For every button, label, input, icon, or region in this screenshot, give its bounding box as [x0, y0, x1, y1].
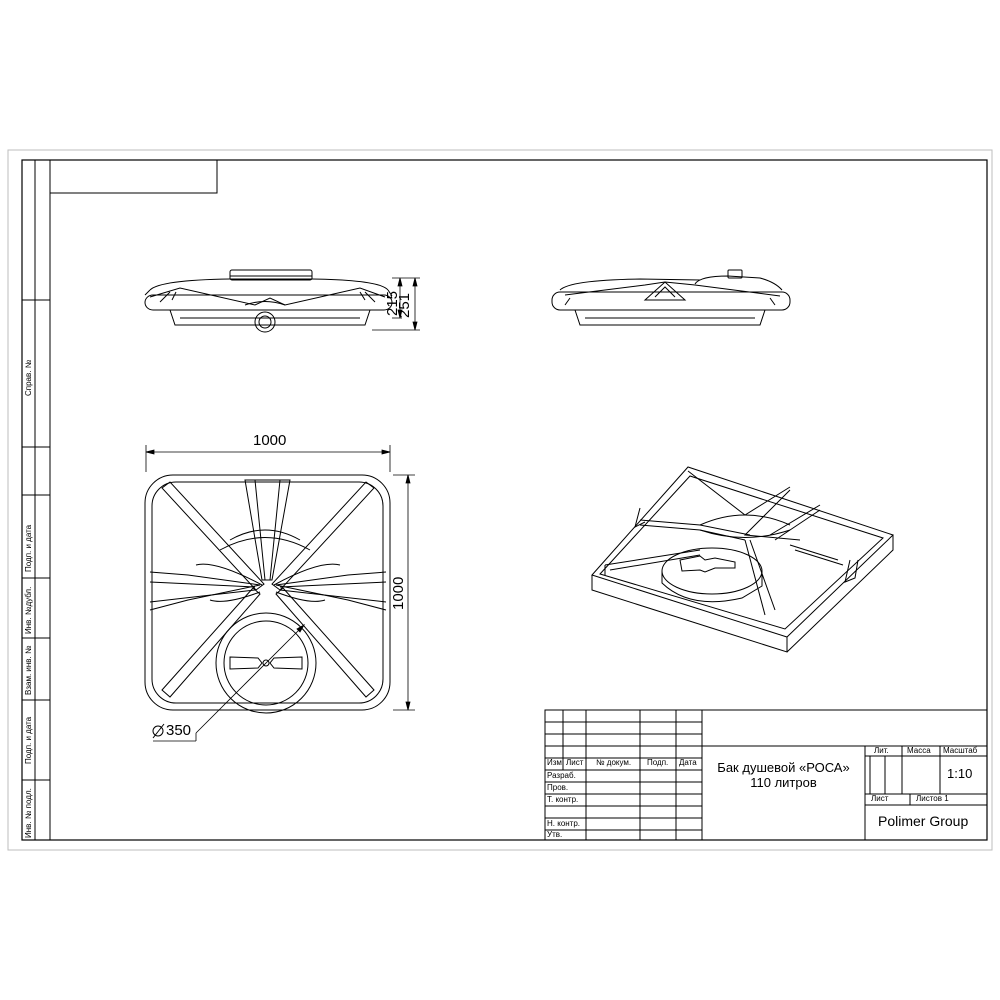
tb-header-date: Дата — [679, 758, 697, 767]
tb-scale-label: Масштаб — [943, 746, 978, 755]
diameter-symbol — [153, 724, 164, 738]
sheet-outline — [8, 150, 992, 850]
tb-header-izm: Изм. — [547, 758, 565, 767]
front-view — [145, 270, 392, 332]
strip-label-podp-2: Подп. и дата — [24, 716, 33, 764]
strip-label-inv-podl: Инв. № подл. — [24, 788, 33, 838]
dim-height-outer: 251 — [396, 292, 413, 318]
tb-header-doc: № докум. — [596, 758, 632, 767]
tb-header-list: Лист — [566, 758, 584, 767]
tb-role-approve: Утв. — [547, 830, 563, 839]
dim-depth: 1000 — [390, 576, 407, 610]
dim-hatch-diameter: 350 — [166, 722, 192, 739]
strip-label-vzam: Взам. инв. № — [24, 645, 33, 695]
strip-label-podp-1: Подп. и дата — [24, 524, 33, 572]
strip-label-sprav: Справ. № — [24, 359, 33, 396]
isometric-view — [592, 467, 893, 652]
tb-sheets-label: Листов 1 — [916, 794, 949, 803]
tb-role-check: Пров. — [547, 783, 569, 792]
strip-label-inv-dubl: Инв. №дубл. — [24, 586, 33, 634]
drawing-title — [702, 760, 865, 790]
drawing-title-line1: Бак душевой «РОСА» — [717, 760, 850, 775]
tb-header-sign: Подп. — [647, 758, 669, 767]
tb-lit-label: Лит. — [874, 746, 889, 755]
dim-height-inner: 215 — [384, 290, 401, 316]
tb-role-develop: Разраб. — [547, 771, 576, 780]
side-view — [552, 270, 790, 325]
tb-scale-value: 1:10 — [947, 766, 973, 781]
tb-mass-label: Масса — [907, 746, 931, 755]
drawing-title-line2: 110 литров — [750, 775, 817, 790]
dim-width: 1000 — [253, 432, 287, 449]
tb-sheet-label: Лист — [871, 794, 889, 803]
top-view — [145, 475, 390, 713]
tb-role-tcontrol: Т. контр. — [547, 795, 579, 804]
company-name: Polimer Group — [878, 813, 969, 829]
tb-role-ncontrol: Н. контр. — [547, 819, 581, 828]
